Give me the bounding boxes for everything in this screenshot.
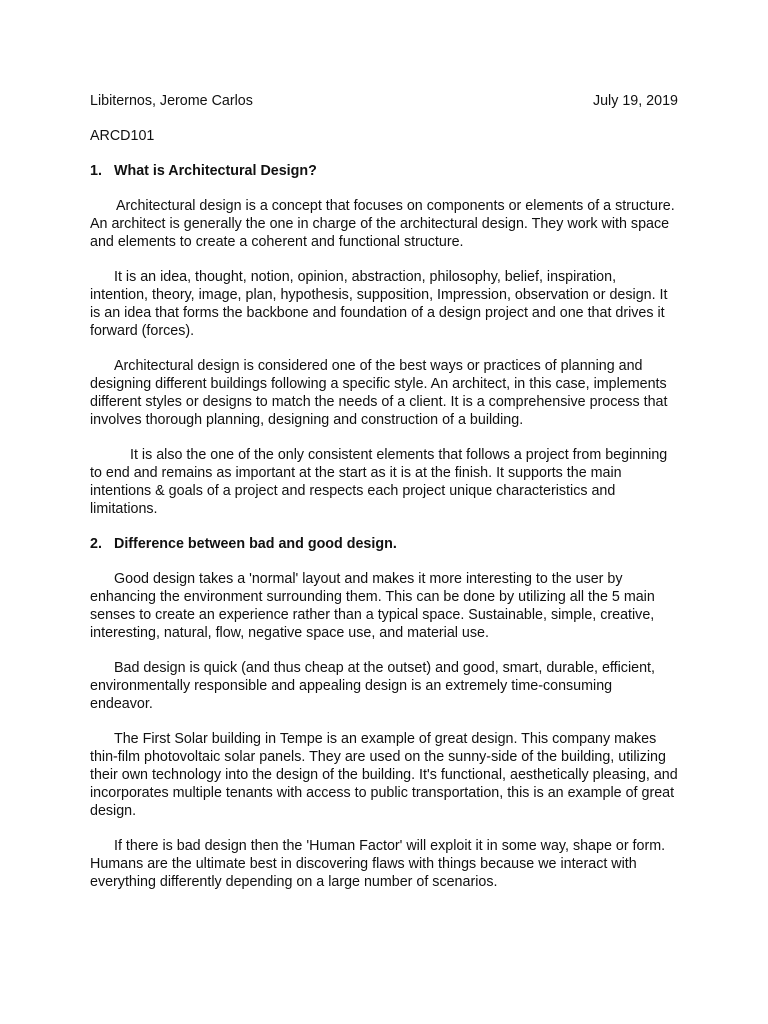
paragraph-text: The First Solar building in Tempe is an example of great design. This company makes thin-film photovoltaic solar panels. They are used on the sunny-side of the building, utilizing their own technology into the design of the building. It's functional, aesthetically pleasing, and incorporates multiple tenants with access to public transportation, this is an example of great design. bbox=[90, 731, 678, 819]
document-date: July 19, 2019 bbox=[592, 93, 678, 109]
course-code: ARCD101 bbox=[90, 128, 155, 144]
paragraph-text: If there is bad design then the 'Human Factor' will exploit it in some way, shape or form. Humans are the ultimate best in discovering flaws with things because we interact with everything differently depending on a large number of scenarios. bbox=[90, 838, 666, 890]
header-row bbox=[90, 92, 678, 110]
document-page bbox=[90, 92, 678, 891]
paragraph bbox=[90, 730, 678, 820]
paragraph-text: Bad design is quick (and thus cheap at the outset) and good, smart, durable, efficient, environmentally responsible and appealing design is an extremely time-consuming endeavor. bbox=[90, 660, 655, 712]
question-title: Difference between bad and good design. bbox=[114, 536, 397, 552]
paragraph-text: It is an idea, thought, notion, opinion, abstraction, philosophy, belief, inspiration, intention, theory, image, plan, hypothesis, supposition, Impression, observation or design. It is an idea that forms the backbone and foundation of a design project and one that drives it forward (forces). bbox=[90, 269, 668, 339]
question-number: 2. bbox=[90, 536, 102, 552]
paragraph bbox=[90, 197, 678, 251]
paragraph bbox=[90, 570, 678, 642]
paragraph-text: Architectural design is considered one of the best ways or practices of planning and designing different buildings following a specific style. An architect, in this case, implements different styles or designs to match the needs of a client. It is a comprehensive process that involves thorough planning, designing and construction of a building. bbox=[90, 358, 668, 428]
paragraph bbox=[90, 659, 678, 713]
question-2-heading bbox=[90, 535, 678, 553]
question-title: What is Architectural Design? bbox=[114, 163, 317, 179]
paragraph bbox=[90, 446, 678, 518]
question-number: 1. bbox=[90, 163, 102, 179]
paragraph-text: It is also the one of the only consistent elements that follows a project from beginning to end and remains as important at the start as it is at the finish. It supports the main intentions & goals of a project and respects each project unique characteristics and limitations. bbox=[90, 447, 668, 517]
paragraph-text: Good design takes a 'normal' layout and makes it more interesting to the user by enhancing the environment surrounding them. This can be done by utilizing all the 5 main senses to create an experience rather than a typical space. Sustainable, simple, creative, interesting, natural, flow, negative space use, and material use. bbox=[90, 571, 655, 641]
paragraph-text: Architectural design is a concept that focuses on components or elements of a structure. An architect is generally the one in charge of the architectural design. They work with space and elements to create a coherent and functional structure. bbox=[90, 198, 675, 250]
paragraph bbox=[90, 357, 678, 429]
question-1-heading bbox=[90, 162, 678, 180]
paragraph bbox=[90, 837, 678, 891]
author-name: Libiternos, Jerome Carlos bbox=[90, 93, 253, 109]
paragraph bbox=[90, 268, 678, 340]
